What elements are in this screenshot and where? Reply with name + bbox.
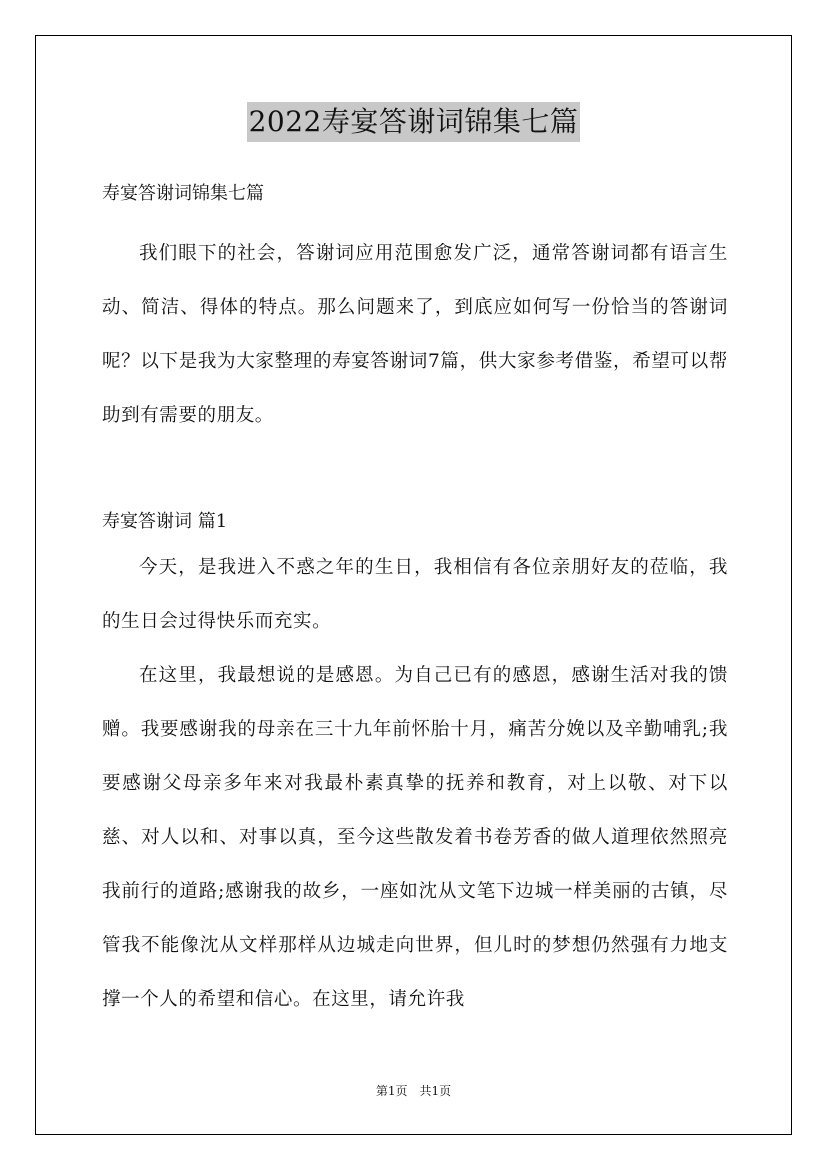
- document-title: 2022寿宴答谢词锦集七篇: [247, 102, 581, 142]
- document-subtitle: 寿宴答谢词锦集七篇: [102, 183, 264, 204]
- section-heading: 寿宴答谢词 篇1: [102, 511, 228, 532]
- spacer: [102, 443, 728, 503]
- body-paragraph: 在这里，我最想说的是感恩。为自己已有的感恩，感谢生活对我的馈赠。我要感谢我的母亲在三十九年前怀胎十月，痛苦分娩以及辛勤哺乳;我要感谢父母亲多年来对我最朴素真挚的抚养和教育，对上以敬、对下以慈、对人以和、对事以真，至今这些散发着书卷芳香的做人道理依然照亮我前行的道路;感谢我的故乡，一座如沈从文笔下边城一样美丽的古镇，尽管我不能像沈从文样那样从边城走向世界，但儿时的梦想仍然强有力地支撑一个人的希望和信心。在这里，请允许我: [102, 665, 728, 1010]
- intro-paragraph: 我们眼下的社会，答谢词应用范围愈发广泛，通常答谢词都有语言生动、简洁、得体的特点。那么问题来了，到底应如何写一份恰当的答谢词呢？以下是我为大家整理的寿宴答谢词7篇，供大家参考借鉴，希望可以帮助到有需要的朋友。: [102, 243, 728, 426]
- body-paragraph: 今天，是我进入不惑之年的生日，我相信有各位亲朋好友的莅临，我的生日会过得快乐而充实。: [102, 557, 728, 632]
- spacer: [102, 213, 728, 227]
- page-footer: 第1页 共1页: [375, 1084, 452, 1098]
- title-container: [0, 102, 827, 142]
- document-body: [102, 175, 728, 1027]
